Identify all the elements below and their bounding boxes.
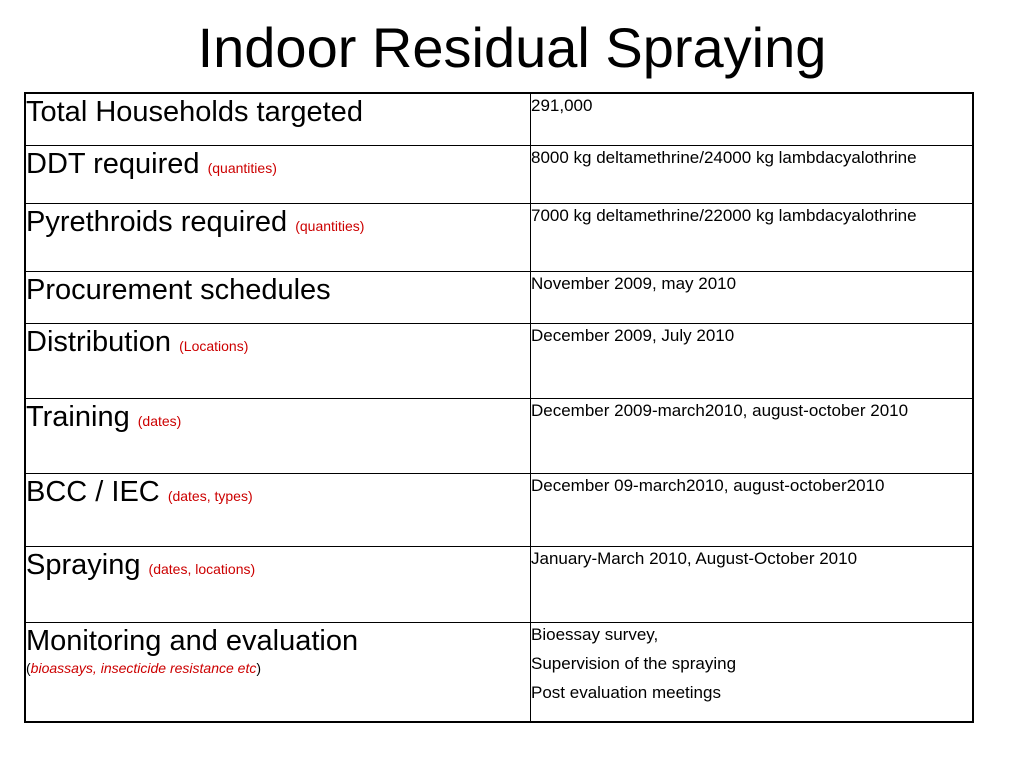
row-label: Spraying (26, 548, 141, 581)
row-value-cell (531, 93, 974, 145)
row-label: Monitoring and evaluation (26, 624, 359, 657)
row-value: January-March 2010, August-October 2010 (531, 548, 858, 568)
slide-title: Indoor Residual Spraying (197, 16, 827, 79)
row-note: (dates, locations) (148, 560, 256, 577)
row-label: Total Households targeted (26, 96, 363, 128)
row-label-cell (25, 203, 531, 271)
table-row (25, 271, 973, 323)
row-value: 8000 kg deltamethrine/24000 kg lambdacyalothrine (531, 147, 917, 167)
table-row (25, 546, 973, 622)
row-value: December 2009, July 2010 (531, 325, 735, 345)
row-label: Training (26, 400, 130, 433)
note-text: bioassays, insecticide resistance etc (30, 659, 257, 676)
row-label-cell (25, 271, 531, 323)
row-value-cell (531, 473, 974, 546)
row-note: (dates) (137, 412, 182, 429)
note-close-paren: ) (256, 659, 262, 676)
row-note: (Locations) (179, 337, 249, 354)
table-row (25, 398, 973, 473)
row-label-cell (25, 145, 531, 203)
row-value: December 09-march2010, august-october2010 (531, 475, 885, 495)
row-value: 7000 kg deltamethrine/22000 kg lambdacyalothrine (531, 205, 917, 225)
row-note: (quantities) (207, 159, 277, 176)
row-value: Post evaluation meetings (531, 682, 721, 702)
row-label-cell (25, 323, 531, 398)
row-value: November 2009, may 2010 (531, 273, 737, 293)
row-value-cell (531, 398, 974, 473)
row-value-cell (531, 271, 974, 323)
row-note: (dates, types) (167, 487, 253, 504)
note-open-paren: ( (26, 659, 31, 676)
row-value-cell (531, 323, 974, 398)
row-label-cell (25, 546, 531, 622)
table-row (25, 622, 973, 722)
row-label-cell (25, 473, 531, 546)
row-label: BCC / IEC (26, 475, 160, 508)
row-value-cell (531, 622, 974, 722)
row-label-cell (25, 622, 531, 722)
row-label: Distribution (26, 325, 172, 358)
table-row (25, 93, 973, 145)
row-value-cell (531, 203, 974, 271)
table-row (25, 203, 973, 271)
row-value: Bioessay survey, (531, 624, 659, 644)
table-row (25, 323, 973, 398)
row-label: Pyrethroids required (26, 205, 288, 238)
row-value: December 2009-march2010, august-october 2010 (531, 400, 909, 420)
row-value-cell (531, 145, 974, 203)
row-label: DDT required (26, 147, 200, 180)
row-label-cell (25, 398, 531, 473)
row-value: Supervision of the spraying (531, 653, 737, 673)
row-label-cell (25, 93, 531, 145)
table-row (25, 145, 973, 203)
table-row (25, 473, 973, 546)
row-value: 291,000 (531, 96, 593, 115)
row-value-cell (531, 546, 974, 622)
row-note: (quantities) (295, 217, 365, 234)
row-note (26, 659, 530, 677)
row-label: Procurement schedules (26, 273, 331, 306)
irs-table (24, 92, 974, 723)
